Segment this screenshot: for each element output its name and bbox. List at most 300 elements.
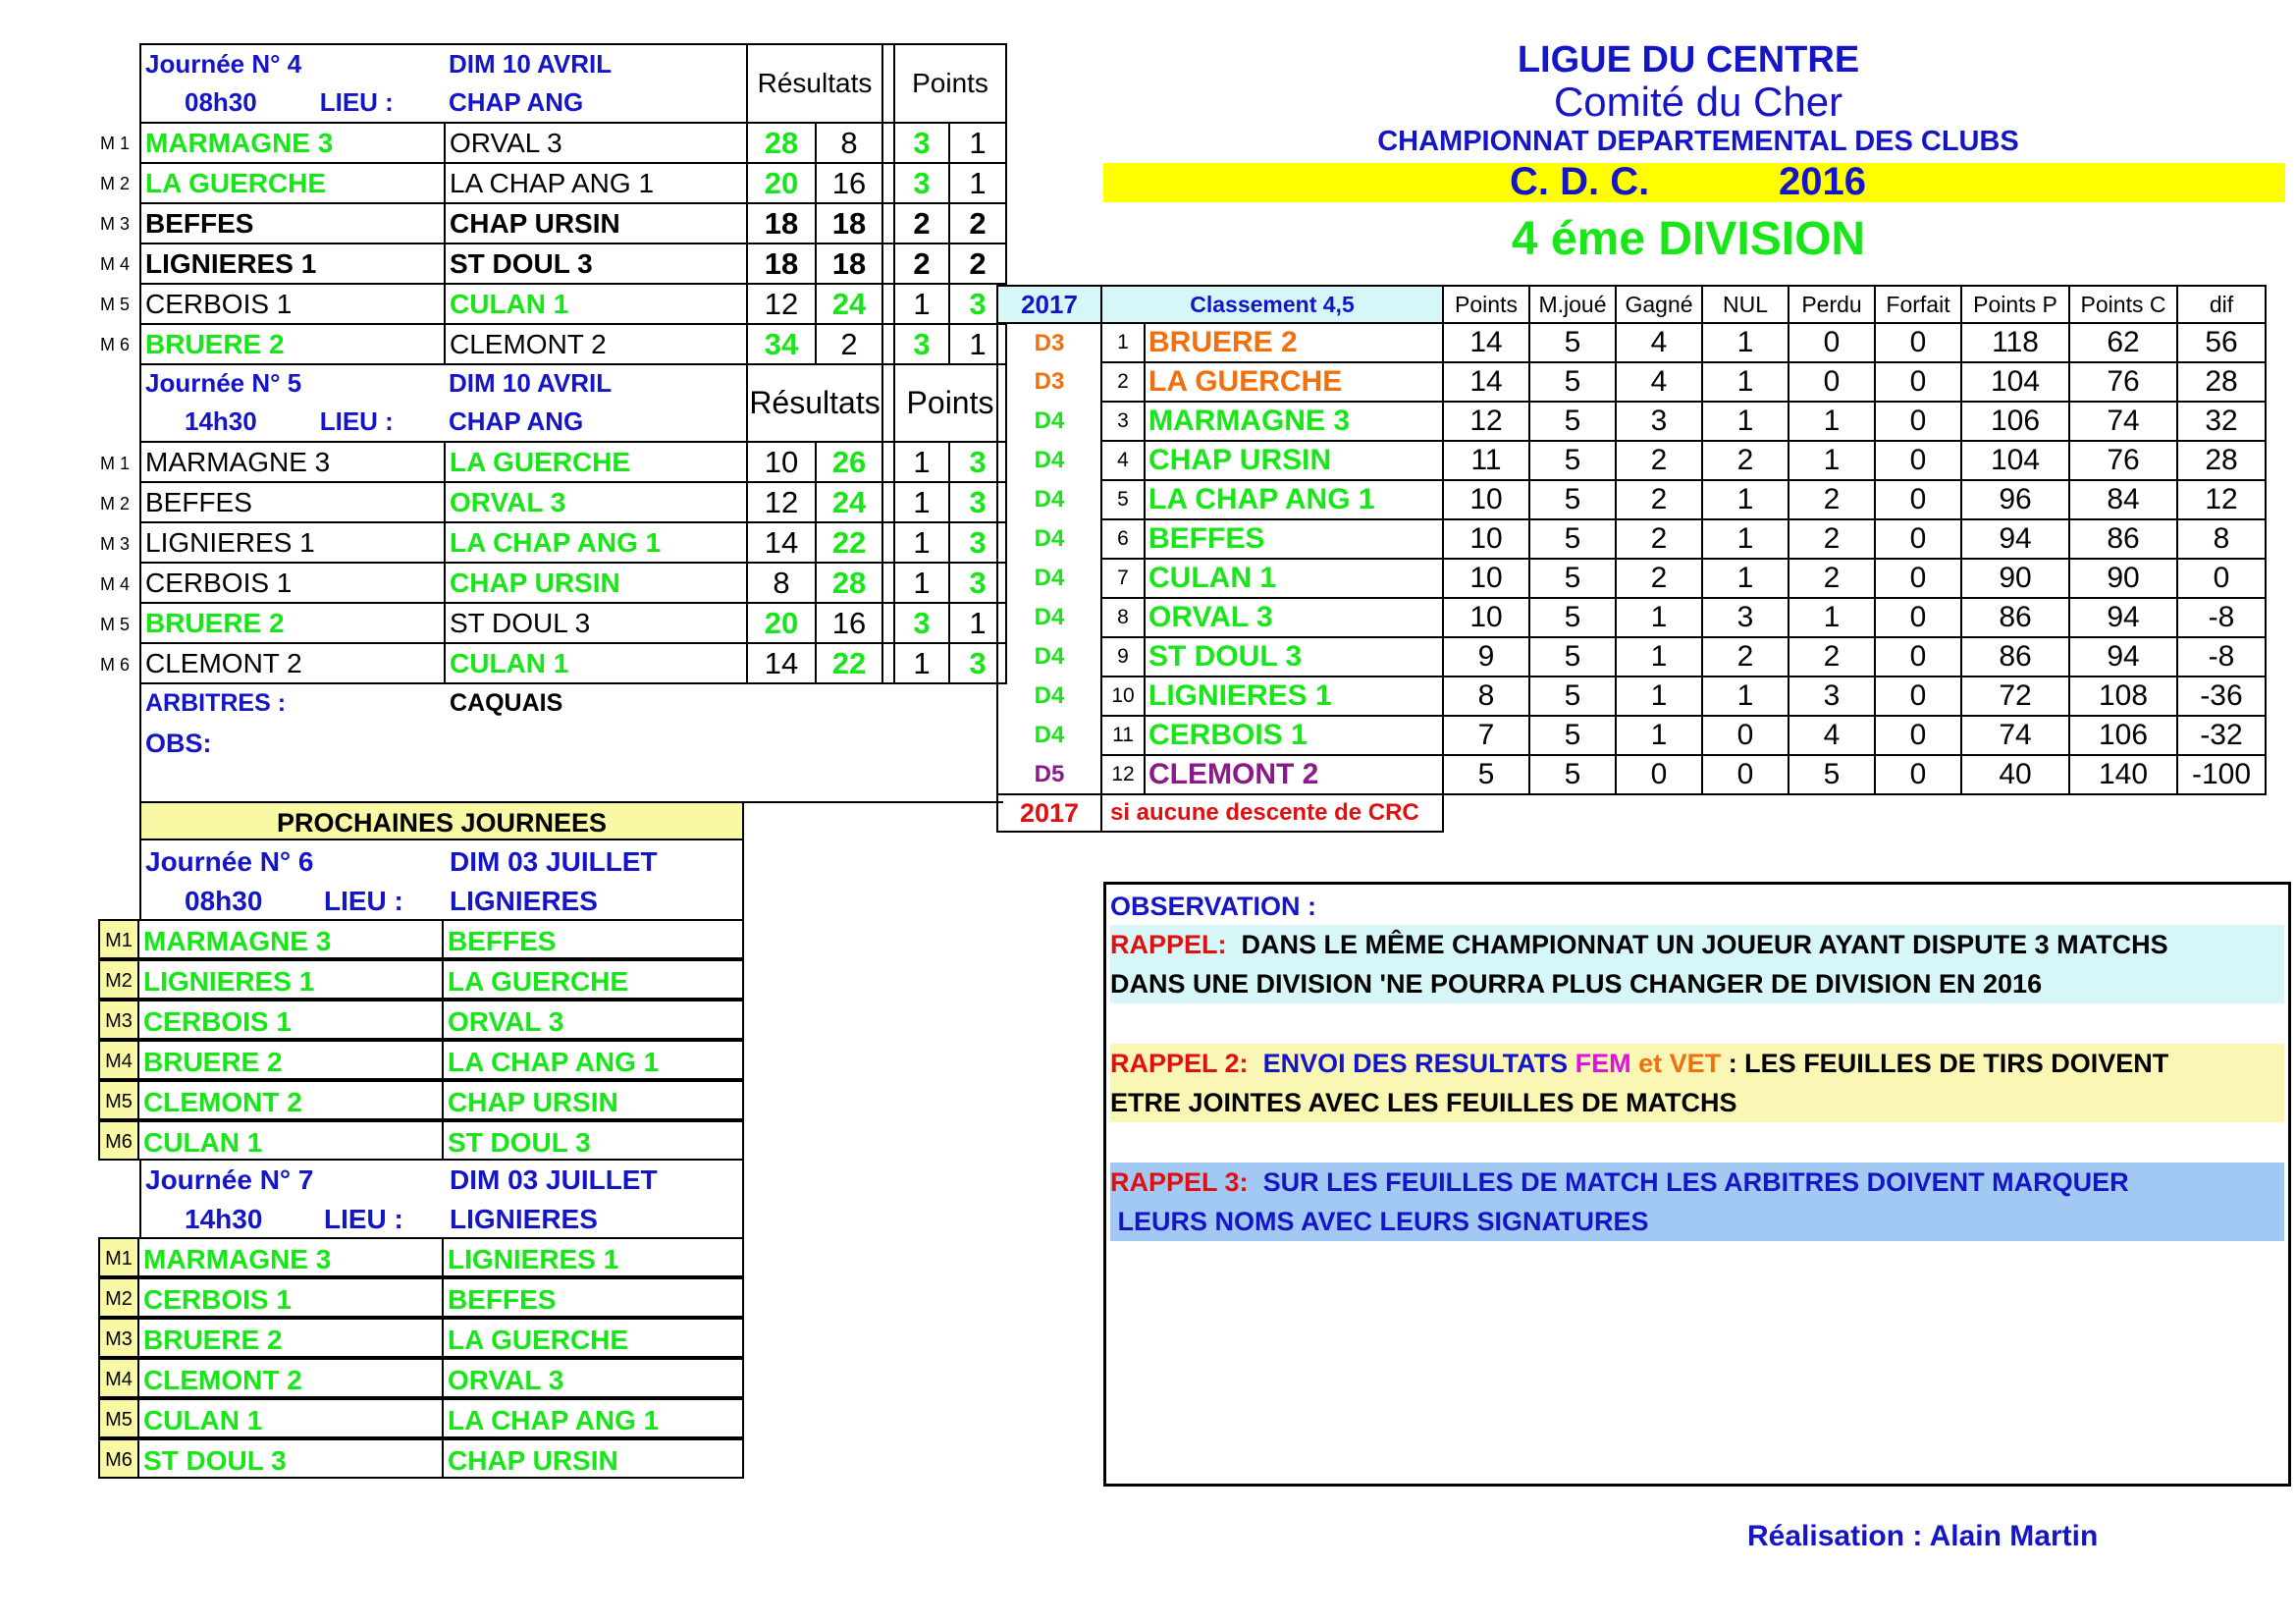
- standings-points-against: 86: [2069, 519, 2177, 559]
- upcoming-away-team: ST DOUL 3: [444, 1120, 744, 1161]
- standings-forfeit: 0: [1875, 637, 1961, 677]
- away-points: 2: [949, 244, 1006, 284]
- upcoming-match-number: M1: [98, 919, 139, 959]
- standings-lost: 0: [1789, 323, 1875, 362]
- standings-division: D4: [997, 480, 1101, 519]
- home-score: 12: [747, 482, 816, 522]
- upcoming-away-team: CHAP URSIN: [444, 1080, 744, 1120]
- upcoming-match-row: [98, 919, 744, 959]
- match-number: M 5: [100, 615, 131, 634]
- home-points: 3: [894, 123, 949, 163]
- match-row: [140, 563, 1006, 603]
- rappel2-text-a: ENVOI DES RESULTATS: [1262, 1049, 1569, 1078]
- away-team: ST DOUL 3: [445, 603, 747, 643]
- away-team: LA GUERCHE: [445, 442, 747, 482]
- rappel1-line2: DANS UNE DIVISION 'NE POURRA PLUS CHANGER DE DIVISION EN 2016: [1110, 964, 2284, 1003]
- away-score: 16: [816, 603, 882, 643]
- standings-won: 2: [1616, 441, 1702, 480]
- match-number: M 4: [100, 254, 131, 274]
- standings-points-for: 104: [1961, 441, 2069, 480]
- rappel2-vet: VET: [1669, 1049, 1722, 1078]
- standings-played: 5: [1529, 362, 1616, 402]
- upcoming-match-number: M6: [98, 1438, 139, 1479]
- standings-points: 10: [1443, 480, 1529, 519]
- upcoming-home-team: CLEMONT 2: [139, 1358, 444, 1398]
- standings-rank: 10: [1101, 677, 1145, 716]
- standings-rank: 7: [1101, 559, 1145, 598]
- journee5-results-header: Résultats: [747, 364, 882, 442]
- col-perdu: Perdu: [1789, 286, 1875, 323]
- standings-row: [997, 716, 2266, 755]
- standings-diff: -8: [2177, 637, 2266, 677]
- match-row: [140, 244, 1006, 284]
- rappel3-line2: [1110, 1202, 2284, 1241]
- standings-division: D4: [997, 441, 1101, 480]
- standings-points-for: 118: [1961, 323, 2069, 362]
- arbitres-box: [139, 683, 1003, 803]
- standings-drawn: 0: [1702, 755, 1789, 794]
- away-score: 22: [816, 522, 882, 563]
- col-forfait: Forfait: [1875, 286, 1961, 323]
- home-points: 1: [894, 522, 949, 563]
- standings-played: 5: [1529, 559, 1616, 598]
- away-team: LA CHAP ANG 1: [445, 163, 747, 203]
- upcoming-away-team: LA GUERCHE: [444, 959, 744, 1000]
- col-dif: dif: [2177, 286, 2266, 323]
- standings-forfeit: 0: [1875, 677, 1961, 716]
- upcoming-away-team: LA CHAP ANG 1: [444, 1398, 744, 1438]
- col-points: Points: [1443, 286, 1529, 323]
- journee4-lieu-label: LIEU :: [319, 87, 394, 117]
- championnat-title: CHAMPIONNAT DEPARTEMENTAL DES CLUBS: [1377, 126, 2019, 157]
- upcoming-match-number: M2: [98, 959, 139, 1000]
- upcoming-match-row: [98, 1120, 744, 1161]
- standings-rank: 9: [1101, 637, 1145, 677]
- standings-won: 0: [1616, 755, 1702, 794]
- upcoming-away-team: LA GUERCHE: [444, 1318, 744, 1358]
- standings-team: BEFFES: [1145, 519, 1443, 559]
- away-team: ORVAL 3: [445, 482, 747, 522]
- rappel1-line1: [1110, 925, 2284, 964]
- standings-won: 1: [1616, 716, 1702, 755]
- journee5-block: [139, 363, 1007, 684]
- journee6-title: Journée N° 6: [145, 846, 314, 877]
- home-points: 1: [894, 284, 949, 324]
- journee6-header: [139, 840, 744, 919]
- upcoming-home-team: LIGNIERES 1: [139, 959, 444, 1000]
- standings-diff: 28: [2177, 362, 2266, 402]
- standings-row: [997, 480, 2266, 519]
- rappel1-text1: DANS LE MÊME CHAMPIONNAT UN JOUEUR AYANT DISPUTE 3 MATCHS: [1241, 930, 2168, 959]
- standings-points-against: 108: [2069, 677, 2177, 716]
- upcoming-home-team: BRUERE 2: [139, 1040, 444, 1080]
- home-score: 20: [747, 163, 816, 203]
- standings-division: D4: [997, 559, 1101, 598]
- standings-played: 5: [1529, 637, 1616, 677]
- home-score: 34: [747, 324, 816, 364]
- journee5-title: Journée N° 5: [140, 364, 445, 403]
- standings-points: 14: [1443, 362, 1529, 402]
- standings-forfeit: 0: [1875, 519, 1961, 559]
- standings-rank: 11: [1101, 716, 1145, 755]
- away-team: CLEMONT 2: [445, 324, 747, 364]
- away-score: 24: [816, 482, 882, 522]
- home-team: LIGNIERES 1: [140, 522, 445, 563]
- upcoming-home-team: BRUERE 2: [139, 1318, 444, 1358]
- home-points: 1: [894, 442, 949, 482]
- home-team: CERBOIS 1: [140, 563, 445, 603]
- away-points: 1: [949, 324, 1006, 364]
- standings-diff: -32: [2177, 716, 2266, 755]
- standings-rank: 5: [1101, 480, 1145, 519]
- standings-team: LA CHAP ANG 1: [1145, 480, 1443, 519]
- journee5-points-header: Points: [894, 364, 1006, 442]
- standings-lost: 4: [1789, 716, 1875, 755]
- standings-rank: 12: [1101, 755, 1145, 794]
- journee7-header: [139, 1159, 744, 1237]
- standings-rank: 3: [1101, 402, 1145, 441]
- standings-diff: -100: [2177, 755, 2266, 794]
- standings-played: 5: [1529, 480, 1616, 519]
- home-points: 3: [894, 603, 949, 643]
- home-points: 1: [894, 643, 949, 683]
- standings-won: 2: [1616, 480, 1702, 519]
- standings-division: D5: [997, 755, 1101, 794]
- standings-drawn: 1: [1702, 519, 1789, 559]
- standings-points-for: 90: [1961, 559, 2069, 598]
- standings-diff: -8: [2177, 598, 2266, 637]
- standings-division: D3: [997, 323, 1101, 362]
- standings-row: [997, 441, 2266, 480]
- standings-points-for: 106: [1961, 402, 2069, 441]
- away-points: 3: [949, 284, 1006, 324]
- away-team: CHAP URSIN: [445, 563, 747, 603]
- home-team: LIGNIERES 1: [140, 244, 445, 284]
- away-points: 3: [949, 643, 1006, 683]
- journee4-results-header: Résultats: [747, 44, 882, 123]
- journee4-table: [139, 43, 1007, 365]
- journee5-lieu: CHAP ANG: [445, 403, 747, 442]
- rappel2-line2: ETRE JOINTES AVEC LES FEUILLES DE MATCHS: [1110, 1083, 2284, 1122]
- standings-team: ST DOUL 3: [1145, 637, 1443, 677]
- upcoming-match-row: [98, 1277, 744, 1318]
- cdc-banner: [1103, 160, 2285, 203]
- standings-lost: 2: [1789, 480, 1875, 519]
- journee6-lieu: LIGNIERES: [450, 886, 598, 916]
- standings-lost: 5: [1789, 755, 1875, 794]
- standings-lost: 2: [1789, 637, 1875, 677]
- away-score: 18: [816, 244, 882, 284]
- standings-team: BRUERE 2: [1145, 323, 1443, 362]
- classement-footer-year: 2017: [997, 794, 1101, 832]
- standings-drawn: 1: [1702, 323, 1789, 362]
- upcoming-away-team: ORVAL 3: [444, 1000, 744, 1040]
- standings-points-against: 76: [2069, 362, 2177, 402]
- upcoming-home-team: MARMAGNE 3: [139, 919, 444, 959]
- home-score: 12: [747, 284, 816, 324]
- match-row: [140, 123, 1006, 163]
- home-points: 1: [894, 482, 949, 522]
- away-score: 18: [816, 203, 882, 244]
- standings-drawn: 1: [1702, 362, 1789, 402]
- standings-team: CLEMONT 2: [1145, 755, 1443, 794]
- observation-box: [1103, 882, 2291, 1487]
- standings-forfeit: 0: [1875, 362, 1961, 402]
- col-points-p: Points P: [1961, 286, 2069, 323]
- standings-played: 5: [1529, 441, 1616, 480]
- standings-drawn: 1: [1702, 559, 1789, 598]
- classement-year: 2017: [997, 286, 1101, 323]
- rappel2-text-b: : LES FEUILLES DE TIRS DOIVENT: [1728, 1049, 2169, 1078]
- home-team: CLEMONT 2: [140, 643, 445, 683]
- standings-played: 5: [1529, 519, 1616, 559]
- standings-lost: 1: [1789, 441, 1875, 480]
- upcoming-home-team: ST DOUL 3: [139, 1438, 444, 1479]
- journee5-lieu-label: LIEU :: [319, 406, 394, 436]
- match-number: M 4: [100, 574, 131, 594]
- standings-points-for: 104: [1961, 362, 2069, 402]
- upcoming-match-number: M1: [98, 1237, 139, 1277]
- away-points: 1: [949, 123, 1006, 163]
- standings-points-against: 106: [2069, 716, 2177, 755]
- upcoming-match-number: M4: [98, 1040, 139, 1080]
- home-points: 1: [894, 563, 949, 603]
- standings-drawn: 2: [1702, 637, 1789, 677]
- standings-points: 14: [1443, 323, 1529, 362]
- upcoming-match-row: [98, 1438, 744, 1479]
- standings-points: 10: [1443, 598, 1529, 637]
- classement-block: [996, 285, 2267, 833]
- upcoming-home-team: CERBOIS 1: [139, 1277, 444, 1318]
- standings-diff: 32: [2177, 402, 2266, 441]
- away-team: CULAN 1: [445, 643, 747, 683]
- standings-forfeit: 0: [1875, 755, 1961, 794]
- standings-points-for: 96: [1961, 480, 2069, 519]
- standings-drawn: 1: [1702, 402, 1789, 441]
- standings-rank: 2: [1101, 362, 1145, 402]
- standings-division: D4: [997, 402, 1101, 441]
- standings-played: 5: [1529, 677, 1616, 716]
- standings-points: 9: [1443, 637, 1529, 677]
- obs-label: OBS:: [145, 729, 212, 758]
- away-score: 26: [816, 442, 882, 482]
- match-row: [140, 203, 1006, 244]
- standings-won: 1: [1616, 598, 1702, 637]
- col-points-c: Points C: [2069, 286, 2177, 323]
- match-number: M 5: [100, 295, 131, 314]
- standings-diff: 28: [2177, 441, 2266, 480]
- upcoming-away-team: ORVAL 3: [444, 1358, 744, 1398]
- home-score: 14: [747, 643, 816, 683]
- match-number: M 2: [100, 174, 131, 193]
- standings-forfeit: 0: [1875, 559, 1961, 598]
- standings-team: LA GUERCHE: [1145, 362, 1443, 402]
- upcoming-home-team: CULAN 1: [139, 1120, 444, 1161]
- match-number: M 1: [100, 134, 131, 153]
- standings-won: 4: [1616, 323, 1702, 362]
- home-score: 18: [747, 203, 816, 244]
- home-score: 28: [747, 123, 816, 163]
- upcoming-away-team: LIGNIERES 1: [444, 1237, 744, 1277]
- home-score: 20: [747, 603, 816, 643]
- upcoming-match-row: [98, 1398, 744, 1438]
- standings-lost: 1: [1789, 402, 1875, 441]
- upcoming-away-team: LA CHAP ANG 1: [444, 1040, 744, 1080]
- standings-rank: 6: [1101, 519, 1145, 559]
- standings-points-for: 94: [1961, 519, 2069, 559]
- journee4-time: 08h30: [185, 87, 257, 117]
- standings-points: 8: [1443, 677, 1529, 716]
- standings-diff: 56: [2177, 323, 2266, 362]
- standings-points-against: 62: [2069, 323, 2177, 362]
- away-points: 3: [949, 522, 1006, 563]
- standings-division: D4: [997, 519, 1101, 559]
- standings-points-against: 90: [2069, 559, 2177, 598]
- journee4-title: Journée N° 4: [140, 44, 445, 83]
- standings-points-against: 76: [2069, 441, 2177, 480]
- standings-won: 1: [1616, 677, 1702, 716]
- match-row: [140, 482, 1006, 522]
- standings-division: D4: [997, 677, 1101, 716]
- upcoming-match-row: [98, 1040, 744, 1080]
- away-team: CHAP URSIN: [445, 203, 747, 244]
- home-team: BRUERE 2: [140, 603, 445, 643]
- upcoming-home-team: CULAN 1: [139, 1398, 444, 1438]
- standings-played: 5: [1529, 402, 1616, 441]
- standings-points-against: 94: [2069, 598, 2177, 637]
- journee5-date: DIM 10 AVRIL: [445, 364, 747, 403]
- standings-drawn: 3: [1702, 598, 1789, 637]
- upcoming-match-number: M5: [98, 1080, 139, 1120]
- home-points: 3: [894, 163, 949, 203]
- arbitres-label: ARBITRES :: [145, 689, 287, 717]
- standings-forfeit: 0: [1875, 441, 1961, 480]
- journee4-points-header: Points: [894, 44, 1006, 123]
- standings-lost: 1: [1789, 598, 1875, 637]
- away-points: 1: [949, 603, 1006, 643]
- match-number: M 3: [100, 214, 131, 234]
- home-team: LA GUERCHE: [140, 163, 445, 203]
- home-points: 3: [894, 324, 949, 364]
- match-row: [140, 324, 1006, 364]
- rappel2-label: RAPPEL 2:: [1110, 1049, 1249, 1078]
- standings-drawn: 1: [1702, 480, 1789, 519]
- rappel3-text1: SUR LES FEUILLES DE MATCH LES ARBITRES DOIVENT MARQUER: [1262, 1167, 2129, 1197]
- standings-played: 5: [1529, 755, 1616, 794]
- standings-team: MARMAGNE 3: [1145, 402, 1443, 441]
- observation-title: OBSERVATION :: [1110, 892, 1317, 921]
- home-team: BEFFES: [140, 203, 445, 244]
- home-score: 14: [747, 522, 816, 563]
- standings-row: [997, 637, 2266, 677]
- standings-forfeit: 0: [1875, 323, 1961, 362]
- standings-played: 5: [1529, 716, 1616, 755]
- match-row: [140, 522, 1006, 563]
- away-team: ORVAL 3: [445, 123, 747, 163]
- rappel3-label: RAPPEL 3:: [1110, 1167, 1249, 1197]
- home-team: MARMAGNE 3: [140, 123, 445, 163]
- home-score: 8: [747, 563, 816, 603]
- standings-row: [997, 323, 2266, 362]
- col-mjoue: M.joué: [1529, 286, 1616, 323]
- journee4-block: [139, 43, 1007, 365]
- standings-drawn: 2: [1702, 441, 1789, 480]
- standings-points-against: 84: [2069, 480, 2177, 519]
- upcoming-match-row: [98, 1080, 744, 1120]
- upcoming-away-team: BEFFES: [444, 1277, 744, 1318]
- away-score: 2: [816, 324, 882, 364]
- home-team: BEFFES: [140, 482, 445, 522]
- journee6-time: 08h30: [185, 886, 263, 916]
- standings-points: 5: [1443, 755, 1529, 794]
- col-gagne: Gagné: [1616, 286, 1702, 323]
- away-score: 8: [816, 123, 882, 163]
- standings-lost: 0: [1789, 362, 1875, 402]
- journee4-lieu: CHAP ANG: [445, 83, 747, 123]
- away-score: 28: [816, 563, 882, 603]
- standings-played: 5: [1529, 598, 1616, 637]
- match-row: [140, 163, 1006, 203]
- match-number: M 6: [100, 335, 131, 354]
- journee7-title: Journée N° 7: [145, 1164, 314, 1195]
- standings-points-against: 94: [2069, 637, 2177, 677]
- journee7-lieu-label: LIEU :: [324, 1204, 403, 1234]
- upcoming-match-row: [98, 1000, 744, 1040]
- standings-forfeit: 0: [1875, 480, 1961, 519]
- upcoming-match-row: [98, 1237, 744, 1277]
- standings-rank: 4: [1101, 441, 1145, 480]
- standings-team: ORVAL 3: [1145, 598, 1443, 637]
- standings-won: 4: [1616, 362, 1702, 402]
- home-team: CERBOIS 1: [140, 284, 445, 324]
- standings-points: 11: [1443, 441, 1529, 480]
- cdc-label: C. D. C.: [1510, 160, 1650, 203]
- standings-diff: 12: [2177, 480, 2266, 519]
- home-team: MARMAGNE 3: [140, 442, 445, 482]
- standings-won: 2: [1616, 559, 1702, 598]
- upcoming-home-team: CLEMONT 2: [139, 1080, 444, 1120]
- standings-points: 10: [1443, 559, 1529, 598]
- rappel3-line1: [1110, 1163, 2284, 1202]
- classement-footer-note: si aucune descente de CRC: [1101, 794, 1443, 832]
- standings-row: [997, 362, 2266, 402]
- journee5-table: [139, 363, 1007, 684]
- cdc-year: 2016: [1779, 160, 1866, 203]
- standings-division: D4: [997, 716, 1101, 755]
- journee7-date: DIM 03 JUILLET: [450, 1164, 658, 1195]
- standings-division: D4: [997, 637, 1101, 677]
- journee7-lieu: LIGNIERES: [450, 1204, 598, 1234]
- standings-row: [997, 755, 2266, 794]
- upcoming-away-team: BEFFES: [444, 919, 744, 959]
- standings-points-against: 140: [2069, 755, 2177, 794]
- rappel2-line1: [1110, 1044, 2284, 1083]
- classement-table: [996, 285, 2267, 833]
- rappel3-text2: LEURS NOMS AVEC LEURS SIGNATURES: [1117, 1207, 1649, 1236]
- match-row: [140, 442, 1006, 482]
- journee5-time: 14h30: [185, 406, 257, 436]
- home-score: 10: [747, 442, 816, 482]
- standings-forfeit: 0: [1875, 716, 1961, 755]
- classement-title: Classement 4,5: [1101, 286, 1443, 323]
- standings-team: LIGNIERES 1: [1145, 677, 1443, 716]
- division-title: 4 éme DIVISION: [1511, 213, 1866, 265]
- away-team: LA CHAP ANG 1: [445, 522, 747, 563]
- match-row: [140, 643, 1006, 683]
- prochaines-title: PROCHAINES JOURNEES: [139, 801, 744, 840]
- journee6-lieu-label: LIEU :: [324, 886, 403, 916]
- standings-division: D3: [997, 362, 1101, 402]
